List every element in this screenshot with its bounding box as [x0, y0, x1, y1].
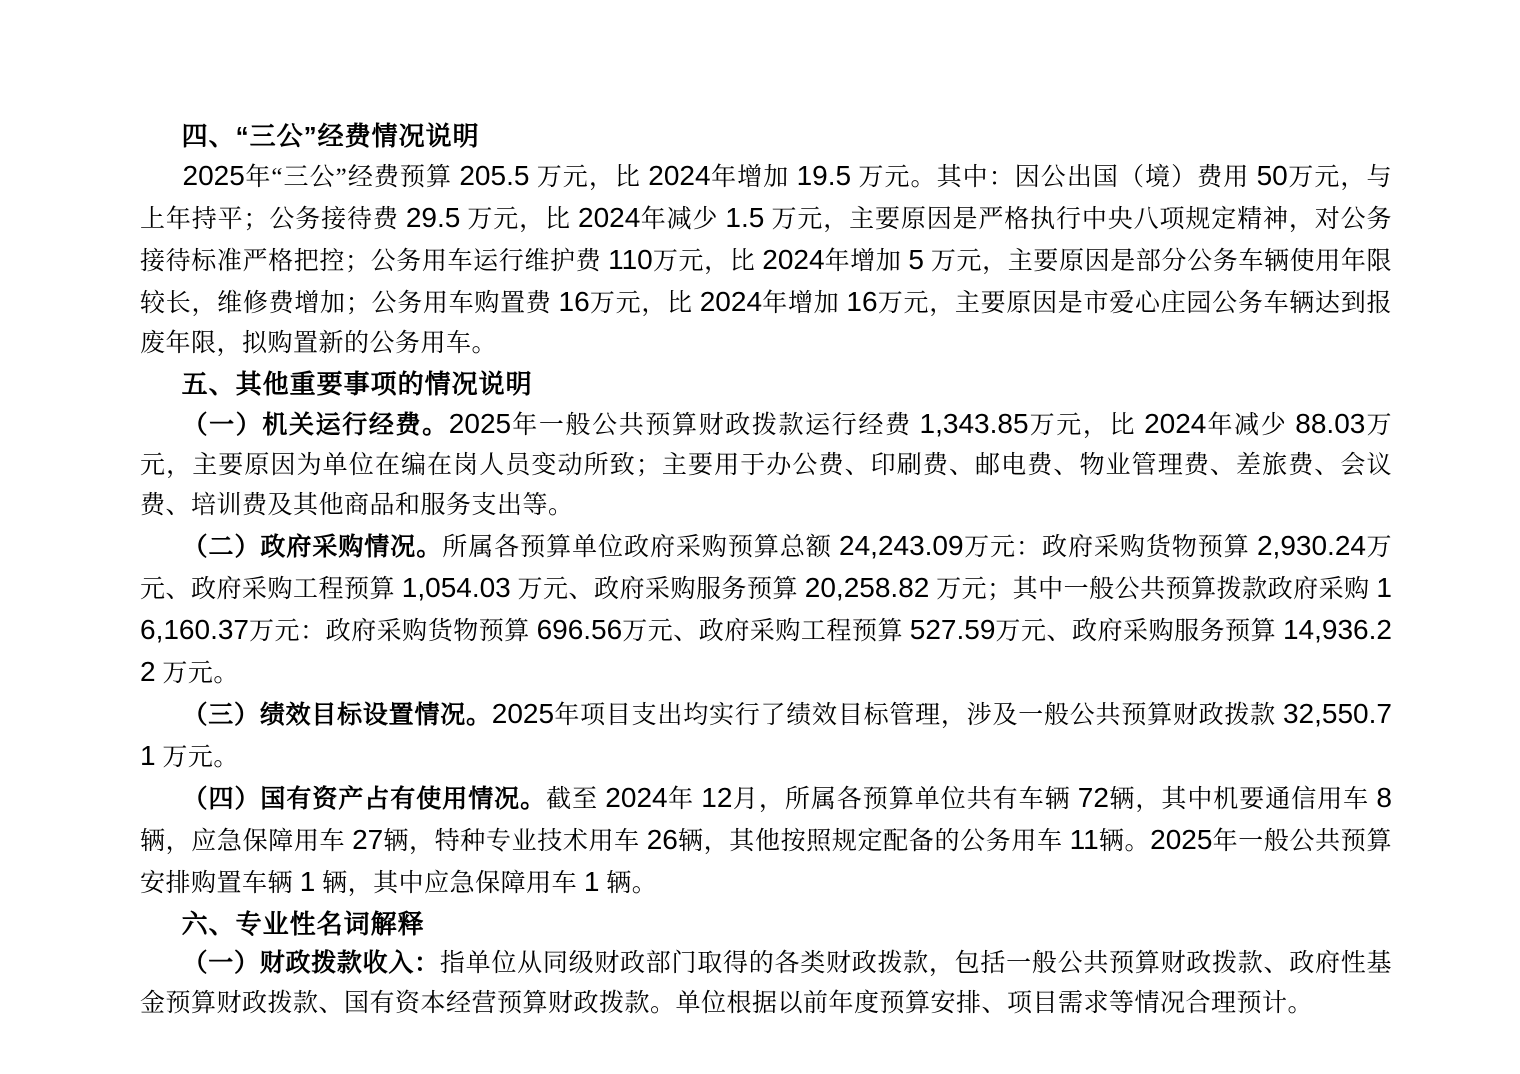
paragraph-text: 指单位从同级财政部门取得的各类财政拨款，包括一般公共预算财政拨款、政府性基金预算财政拨款、国有资本经营预算财政拨款。单位根据以前年度预算安排、项目需求等情况合理预计。 — [140, 950, 1392, 1017]
section-sangong-expenses — [140, 116, 1392, 364]
paragraph-lead: （一）机关运行经费。 — [182, 412, 449, 439]
paragraph-text: 2025年项目支出均实行了绩效目标管理，涉及一般公共预算财政拨款 32,550.71 万元。 — [140, 698, 1392, 771]
section-heading-five: 五、其他重要事项的情况说明 — [181, 369, 533, 399]
paragraph-text: 2025年一般公共预算财政拨款运行经费 1,343.85万元，比 2024年减少 88.03万元，主要原因为单位在编在岗人员变动所致；主要用于办公费、印刷费、邮电费、物业管理费、差旅费、会议费、培训费及其他商品和服务支出等。 — [140, 408, 1392, 519]
paragraph-fiscal-appropriation-income — [140, 944, 1392, 1024]
paragraph-text: 截至 2024年 12月，所属各预算单位共有车辆 72辆，其中机要通信用车 8 辆，应急保障用车 27辆，特种专业技术用车 26辆，其他按照规定配备的公务用车 11辆。2025年一般公共预算安排购置车辆 1 辆，其中应急保障用车 1 辆。 — [140, 782, 1392, 897]
paragraph-agency-operating-costs — [140, 404, 1392, 526]
paragraph-lead: （一）财政拨款收入： — [182, 950, 440, 977]
paragraph-performance-targets — [140, 694, 1392, 778]
paragraph-lead: （二）政府采购情况。 — [182, 534, 443, 561]
paragraph-sangong-summary — [140, 156, 1392, 364]
paragraph-text: 2025年“三公”经费预算 205.5 万元，比 2024年增加 19.5 万元。其中：因公出国（境）费用 50万元，与上年持平；公务接待费 29.5 万元，比 2024年减少 1.5 万元，主要原因是严格执行中央八项规定精神，对公务接待标准严格把控；公务用车运行维护费 110万元，比 2024年增加 5 万元，主要原因是部分公务车辆使用年限较长，维修费增加；公务用车购置费 16万元，比 2024年增加 16万元，主要原因是市爱心庄园公务车辆达到报废年限，拟购置新的公务用车。 — [140, 160, 1392, 357]
section-heading-six: 六、专业性名词解释 — [181, 909, 425, 939]
section-other-important-items — [140, 364, 1392, 904]
section-terminology — [140, 904, 1392, 1024]
paragraph-lead: （三）绩效目标设置情况。 — [182, 702, 492, 729]
section-heading-four: 四、“三公”经费情况说明 — [181, 121, 480, 151]
paragraph-text: 所属各预算单位政府采购预算总额 24,243.09万元：政府采购货物预算 2,930.24万元、政府采购工程预算 1,054.03 万元、政府采购服务预算 20,258.82 万元；其中一般公共预算拨款政府采购 16,160.37万元：政府采购货物预算 696.56万元、政府采购工程预算 527.59万元、政府采购服务预算 14,936.22 万元。 — [140, 530, 1392, 687]
paragraph-government-procurement — [140, 526, 1392, 694]
paragraph-state-owned-assets — [140, 778, 1392, 904]
paragraph-lead: （四）国有资产占有使用情况。 — [182, 786, 547, 813]
